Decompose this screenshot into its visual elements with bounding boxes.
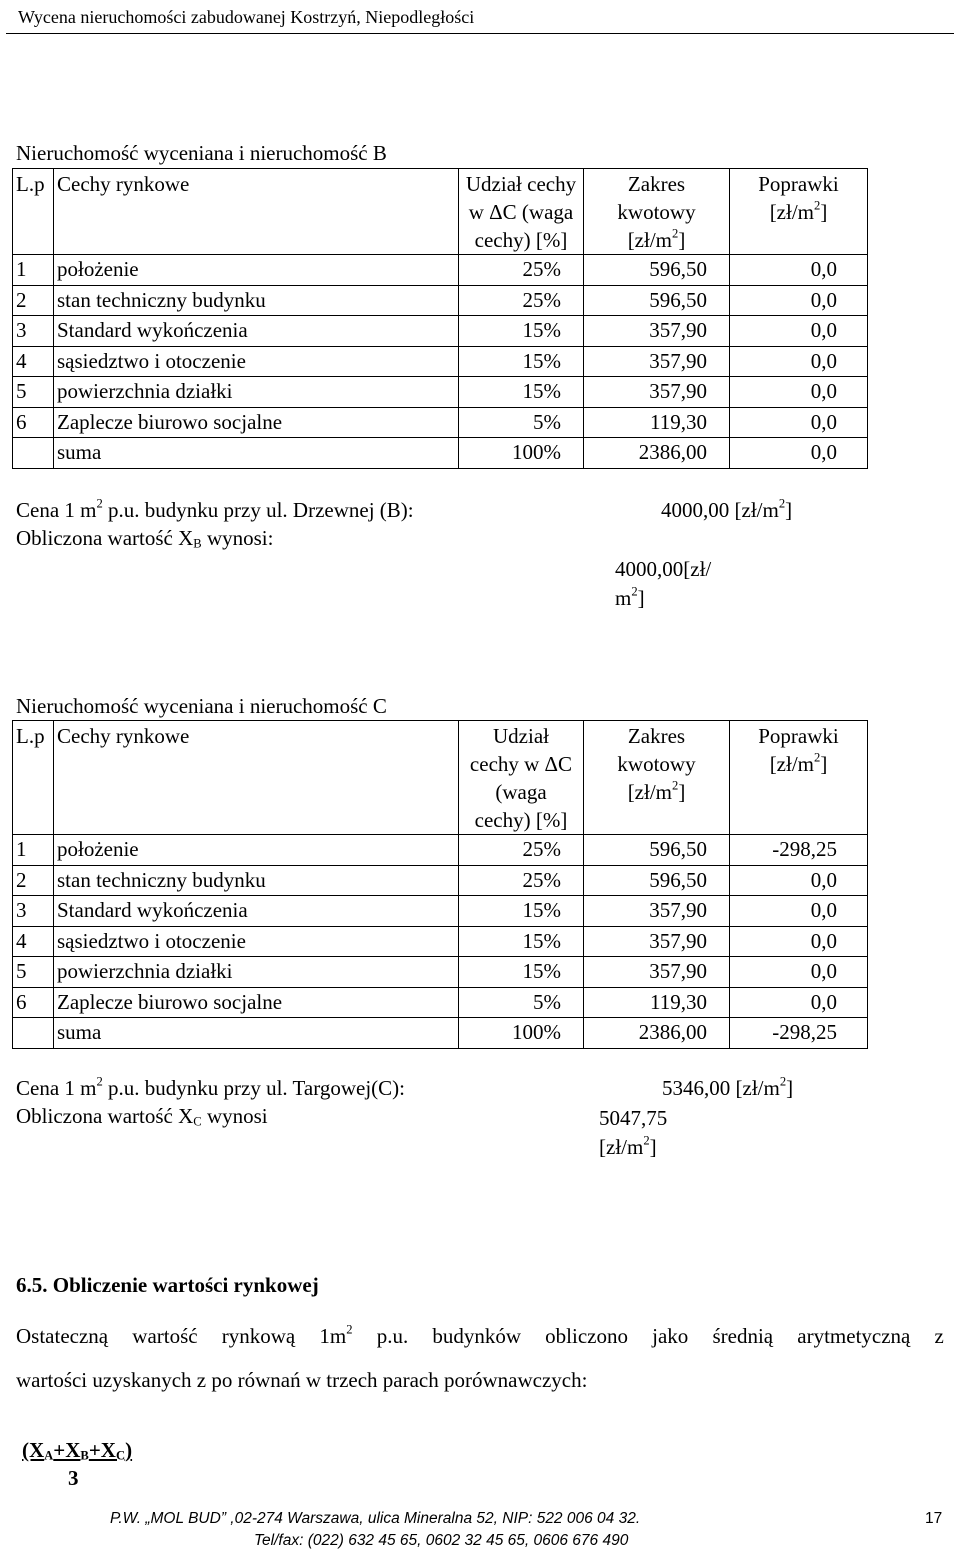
page-number: 17 (925, 1510, 943, 1527)
row-range: 357,90 (584, 316, 730, 347)
section-c-price-label: Cena 1 $m^2$ p.u. budynku przy ul. Targowej(C): (16, 1074, 405, 1100)
footer-company-line: P.W. „MOL BUD” ,02-274 Warszawa, ulica Mineralna 52, NIP: 522 006 04 32. (110, 1510, 641, 1527)
row-lp: 2 (13, 865, 54, 896)
section-65-paragraph-line1: Ostateczną wartość rynkową $1m^2$ p.u. budynków obliczono jako średnią arytmetyczną z (16, 1322, 944, 1348)
section-65-paragraph-line2: wartości uzyskanych z po równań w trzech parach porównawczych: (16, 1368, 588, 1392)
section-c-title: Nieruchomość wyceniana i nieruchomość C (16, 694, 387, 718)
row-range: 2386,00 (584, 438, 730, 469)
row-feature: Standard wykończenia (54, 896, 459, 927)
section-b-price-value: 4000,00 $[zł/m^2]$ (661, 496, 793, 522)
table-row (13, 285, 868, 316)
row-share: 25% (459, 285, 584, 316)
row-correction: -298,25 (730, 1018, 868, 1049)
header-divider (6, 33, 954, 34)
footer-contact-line: Tel/fax: (022) 632 45 65, 0602 32 45 65, 0606 676 490 (254, 1532, 629, 1549)
row-lp: 6 (13, 407, 54, 438)
row-correction: 0,0 (730, 346, 868, 377)
row-correction: -298,25 (730, 835, 868, 866)
row-feature: sąsiedztwo i otoczenie (54, 926, 459, 957)
row-range: 596,50 (584, 285, 730, 316)
table-row (13, 346, 868, 377)
average-formula-denominator: 3 (68, 1466, 79, 1490)
header-feature: Cechy rynkowe (54, 721, 459, 835)
row-feature: Zaplecze biurowo socjalne (54, 407, 459, 438)
comparison-table-b (12, 168, 868, 469)
row-lp: 6 (13, 987, 54, 1018)
row-range: 596,50 (584, 835, 730, 866)
row-range: 596,50 (584, 865, 730, 896)
row-feature: suma (54, 438, 459, 469)
row-feature: Zaplecze biurowo socjalne (54, 987, 459, 1018)
row-lp (13, 1018, 54, 1049)
row-range: 596,50 (584, 255, 730, 286)
table-row (13, 407, 868, 438)
row-correction: 0,0 (730, 377, 868, 408)
table-row (13, 987, 868, 1018)
row-share: 15% (459, 957, 584, 988)
row-lp: 5 (13, 377, 54, 408)
row-range: 357,90 (584, 377, 730, 408)
table-row (13, 377, 868, 408)
row-feature: Standard wykończenia (54, 316, 459, 347)
row-correction: 0,0 (730, 316, 868, 347)
row-share: 15% (459, 896, 584, 927)
header-feature: Cechy rynkowe (54, 169, 459, 255)
header-corrections: Poprawki $[zł/m^2]$ (730, 721, 868, 835)
row-feature: stan techniczny budynku (54, 865, 459, 896)
row-lp: 2 (13, 285, 54, 316)
row-share: 5% (459, 987, 584, 1018)
table-row (13, 865, 868, 896)
row-share: 15% (459, 377, 584, 408)
row-range: 357,90 (584, 926, 730, 957)
section-c-computed-label: Obliczona wartość $X_C$ wynosi (16, 1104, 268, 1129)
row-share: 15% (459, 346, 584, 377)
row-range: 357,90 (584, 957, 730, 988)
row-feature: położenie (54, 255, 459, 286)
table-row (13, 438, 868, 469)
header-range: Zakres kwotowy $[zł/m^2]$ (584, 169, 730, 255)
row-correction: 0,0 (730, 865, 868, 896)
row-lp: 3 (13, 316, 54, 347)
row-range: 357,90 (584, 346, 730, 377)
table-body (13, 835, 868, 1049)
section-b-computed-value: 4000,00[zł/ $m^2$] (615, 557, 712, 610)
section-65-heading: 6.5. Obliczenie wartości rynkowej (16, 1273, 319, 1297)
header-share: Udział cechy w ΔC (waga cechy) [%] (459, 169, 584, 255)
row-lp: 5 (13, 957, 54, 988)
section-c-computed-value: 5047,75 $[zł/m^2]$ (599, 1106, 668, 1159)
header-lp: L.p (13, 169, 54, 255)
table-row (13, 1018, 868, 1049)
row-share: 15% (459, 316, 584, 347)
row-correction: 0,0 (730, 438, 868, 469)
table-row (13, 926, 868, 957)
row-correction: 0,0 (730, 987, 868, 1018)
header-range: Zakres kwotowy $[zł/m^2]$ (584, 721, 730, 835)
row-correction: 0,0 (730, 255, 868, 286)
row-share: 100% (459, 438, 584, 469)
row-lp (13, 438, 54, 469)
row-lp: 1 (13, 835, 54, 866)
section-b-computed-label: Obliczona wartość $X_B$ wynosi: (16, 526, 274, 551)
row-range: 119,30 (584, 987, 730, 1018)
row-feature: położenie (54, 835, 459, 866)
row-correction: 0,0 (730, 285, 868, 316)
row-share: 25% (459, 835, 584, 866)
table-header-row (13, 721, 868, 835)
row-lp: 3 (13, 896, 54, 927)
table-body (13, 255, 868, 469)
header-share: Udział cechy w ΔC (waga cechy) [%] (459, 721, 584, 835)
row-share: 100% (459, 1018, 584, 1049)
row-share: 25% (459, 865, 584, 896)
row-range: 2386,00 (584, 1018, 730, 1049)
row-feature: sąsiedztwo i otoczenie (54, 346, 459, 377)
table-row (13, 835, 868, 866)
row-correction: 0,0 (730, 957, 868, 988)
row-share: 25% (459, 255, 584, 286)
header-lp: L.p (13, 721, 54, 835)
table-row (13, 896, 868, 927)
row-lp: 4 (13, 926, 54, 957)
row-correction: 0,0 (730, 896, 868, 927)
row-range: 357,90 (584, 896, 730, 927)
row-share: 5% (459, 407, 584, 438)
table-header-row (13, 169, 868, 255)
running-header: Wycena nieruchomości zabudowanej Kostrzyń, Niepodległości (18, 7, 475, 27)
row-lp: 1 (13, 255, 54, 286)
section-b-price-label: Cena 1 $m^2$ p.u. budynku przy ul. Drzewnej (B): (16, 496, 414, 522)
average-formula-numerator: $(X_A+X_B+X_C)$ (22, 1438, 133, 1463)
row-correction: 0,0 (730, 926, 868, 957)
row-lp: 4 (13, 346, 54, 377)
row-feature: powierzchnia działki (54, 957, 459, 988)
table-row (13, 316, 868, 347)
table-row (13, 957, 868, 988)
comparison-table-c (12, 720, 868, 1049)
header-corrections: Poprawki $[zł/m^2]$ (730, 169, 868, 255)
row-feature: stan techniczny budynku (54, 285, 459, 316)
row-range: 119,30 (584, 407, 730, 438)
row-feature: powierzchnia działki (54, 377, 459, 408)
row-feature: suma (54, 1018, 459, 1049)
row-share: 15% (459, 926, 584, 957)
table-row (13, 255, 868, 286)
section-c-price-value: 5346,00 $[zł/m^2]$ (662, 1074, 794, 1100)
row-correction: 0,0 (730, 407, 868, 438)
section-b-title: Nieruchomość wyceniana i nieruchomość B (16, 141, 387, 165)
